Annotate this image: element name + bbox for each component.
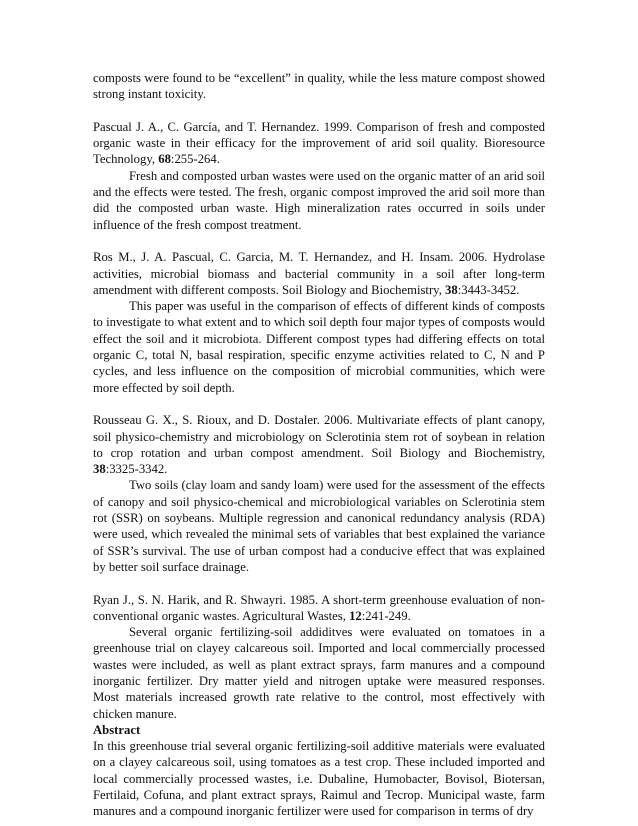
annotation: Fresh and composted urban wastes were used on the organic matter of an arid soil and the effects were tested. The fresh, organic compost improved the arid soil more than did the composted urban waste. High mineralization rates occurred in soils under influence of the fresh compost treatment. bbox=[93, 168, 545, 232]
bibliography-entry-rousseau bbox=[93, 412, 545, 575]
citation-text: Rousseau G. X., S. Rioux, and D. Dostaler. 2006. Multivariate effects of plant canopy, soil physico-chemistry and microbiology on Sclerotinia stem rot of soybean in relation to crop rotation and urban compost amendment. Soil Biology and Biochemistry, bbox=[93, 413, 545, 460]
citation-volume: 38 bbox=[445, 282, 458, 297]
paragraph-gap bbox=[93, 233, 545, 249]
bibliography-entry-ryan bbox=[93, 592, 545, 722]
paragraph-gap bbox=[93, 396, 545, 412]
paragraph-gap bbox=[93, 103, 545, 119]
citation-text: Pascual J. A., C. García, and T. Hernandez. 1999. Comparison of fresh and composted organic waste in their efficacy for the improvement of arid soil quality. Bioresource Technology, bbox=[93, 119, 545, 167]
citation bbox=[93, 592, 545, 625]
citation-volume: 12 bbox=[349, 608, 362, 623]
citation bbox=[93, 119, 545, 168]
citation-pages: :3325-3342. bbox=[105, 462, 168, 477]
citation-text: Ryan J., S. N. Harik, and R. Shwayri. 1985. A short-term greenhouse evaluation of non-conventional organic wastes. Agricultural Wastes, bbox=[93, 592, 545, 623]
annotation: Several organic fertilizing-soil addiditves were evaluated on tomatoes in a greenhouse trial on clayey calcareous soil. Imported and local commercially processed wastes were included, as well as plant extract sprays, farm manures and a compound inorganic fertilizer. Dry matter yield and nitrogen uptake were measured responses. Most materials increased growth rate relative to the control, most effectively with chicken manure. bbox=[93, 625, 545, 721]
paragraph-gap bbox=[93, 575, 545, 591]
citation-volume: 68 bbox=[158, 152, 171, 167]
annotation: Two soils (clay loam and sandy loam) were used for the assessment of the effects of canopy and soil physico-chemical and microbiological variables on Sclerotinia stem rot (SSR) on soybeans. Multiple regression and canonical redundancy analysis (RDA) were used, which revealed the minimal sets of variables that best explained the variance of SSR’s survival. The use of urban compost had a conducive effect that was explained by better soil surface drainage. bbox=[93, 478, 545, 574]
document-page bbox=[93, 70, 545, 820]
citation-pages: :255-264. bbox=[170, 152, 220, 167]
abstract-heading: Abstract bbox=[93, 722, 141, 737]
citation bbox=[93, 249, 545, 298]
citation-volume: 38 bbox=[93, 462, 106, 477]
abstract-text: In this greenhouse trial several organic fertilizing-soil additive materials were evaluated on a clayey calcareous soil, using tomatoes as a test crop. These included imported and local commercially processed wastes, i.e. Dubaline, Humobacter, Bovisol, Biotersan, Fertilaid, Cofuna, and plant extract sprays, Raimul and Tecrop. Municipal waste, farm manures and a compound inorganic fertilizer were used for comparison in terms of dry bbox=[93, 739, 545, 819]
intro-paragraph: composts were found to be “excellent” in quality, while the less mature compost showed strong instant toxicity. bbox=[93, 71, 545, 102]
citation-pages: :241-249. bbox=[361, 608, 411, 623]
annotation: This paper was useful in the comparison of effects of different kinds of composts to investigate to what extent and to which soil depth four major types of composts would effect the soil and it microbiota. Different compost types had differing effects on total organic C, total N, basal respiration, specific enzyme activities related to C, N and P cycles, and less influence on the composition of microbial communities, which were more effected by soil depth. bbox=[93, 299, 545, 395]
citation-pages: :3443-3452. bbox=[457, 282, 520, 297]
citation-text: Ros M., J. A. Pascual, C. Garcia, M. T. Hernandez, and H. Insam. 2006. Hydrolase activities, microbial biomass and bacterial community in a soil after long-term amendment with different composts. Soil Biology and Biochemistry, bbox=[93, 250, 545, 297]
citation bbox=[93, 412, 545, 477]
bibliography-entry-ros bbox=[93, 249, 545, 396]
bibliography-entry-pascual bbox=[93, 119, 545, 233]
